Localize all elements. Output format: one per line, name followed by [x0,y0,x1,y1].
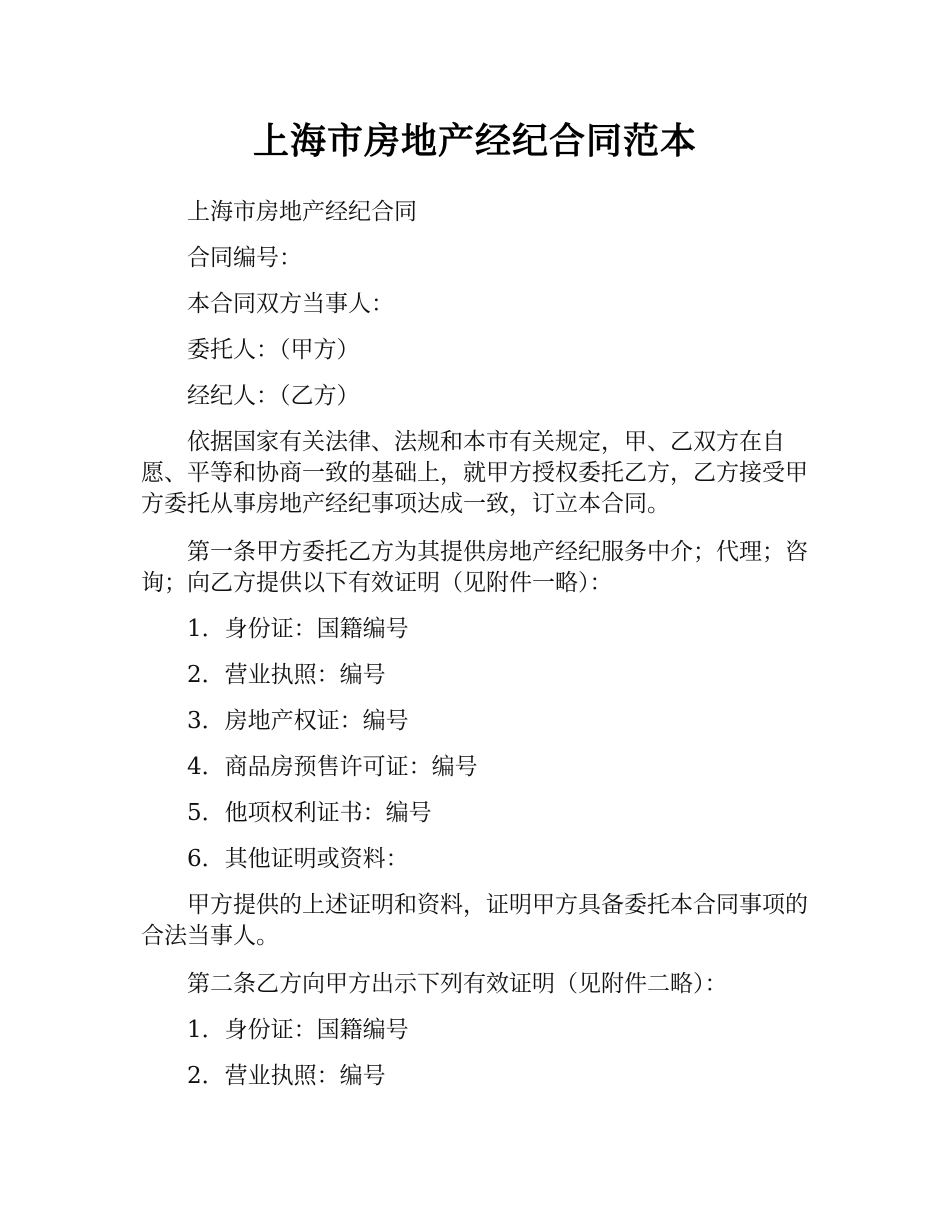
paragraph-parties: 本合同双方当事人： [187,291,394,317]
paragraph-agent: 经纪人：（乙方） [187,383,360,409]
paragraph-preamble: 依据国家有关法律、法规和本市有关规定，甲、乙双方在自愿、平等和协商一致的基础上，就甲方授权委托乙方，乙方接受甲方委托从事房地产经纪事项达成一致，订立本合同。 [141,429,808,517]
list-item: 5．他项权利证书：编号 [187,800,432,826]
paragraph-article-1: 第一条甲方委托乙方为其提供房地产经纪服务中介；代理；咨询；向乙方提供以下有效证明（见附件一略）： [141,539,808,596]
document-body [141,197,821,1092]
paragraph-contract-number: 合同编号： [187,245,302,271]
list-item: 1．身份证：国籍编号 [187,1017,409,1043]
paragraph-contract-name: 上海市房地产经纪合同 [187,199,417,225]
list-item: 2．营业执照：编号 [187,1063,386,1089]
list-item: 6．其他证明或资料： [187,846,409,872]
paragraph-article-2: 第二条乙方向甲方出示下列有效证明（见附件二略）： [187,971,728,997]
list-item: 1．身份证：国籍编号 [187,616,409,642]
paragraph-principal: 委托人：（甲方） [187,337,360,363]
list-item: 4．商品房预售许可证：编号 [187,754,478,780]
paragraph-principal-qualification: 甲方提供的上述证明和资料，证明甲方具备委托本合同事项的合法当事人。 [141,892,808,949]
document-title: 上海市房地产经纪合同范本 [252,121,697,162]
list-item: 3．房地产权证：编号 [187,708,409,734]
list-item: 2．营业执照：编号 [187,662,386,688]
